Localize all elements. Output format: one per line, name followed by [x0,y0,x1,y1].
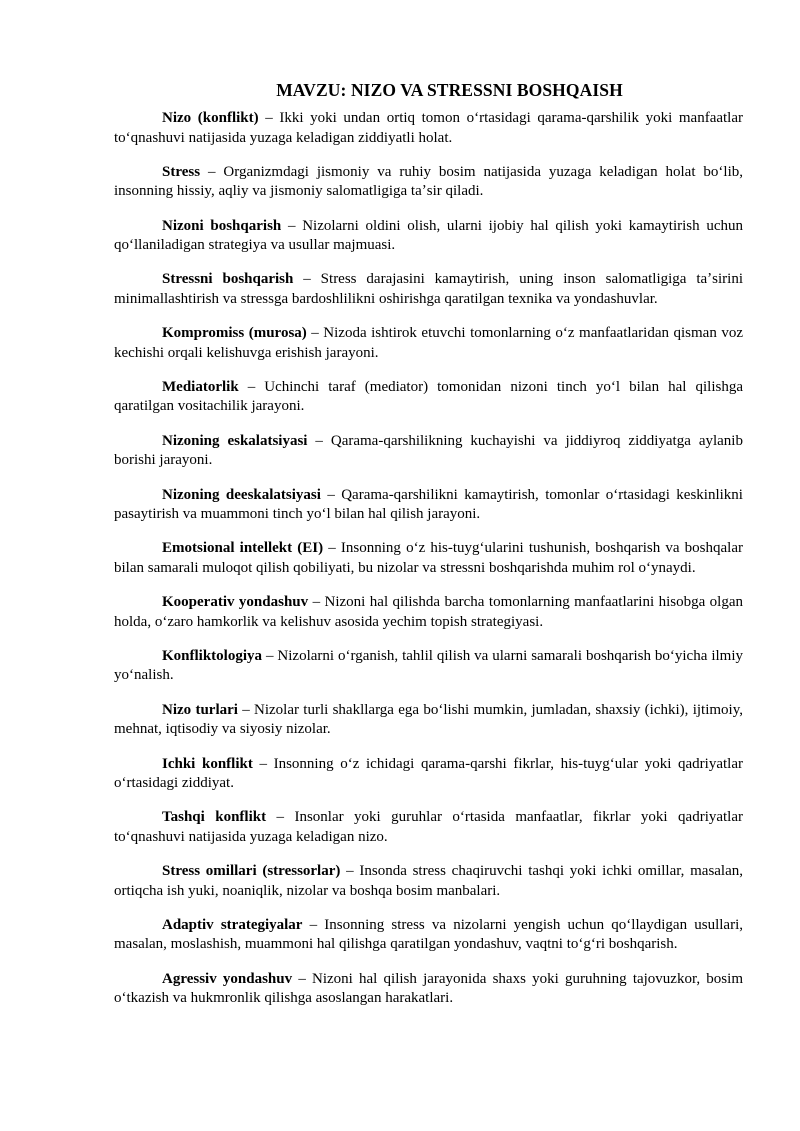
entry-definition: – Nizolarni oldini olish, ularni ijobiy hal qilish yoki kamaytirish uchun qoʻllaniladigan strategiya va usullar majmuasi. [114,217,743,254]
entry-definition: – Nizoda ishtirok etuvchi tomonlarning oʻz manfaatlaridan qisman voz kechishi orqali kelishuvga erishish jarayoni. [114,325,743,361]
entry-term: Nizo turlari [162,701,238,718]
entry-definition: – Qarama-qarshilikni kamaytirish, tomonlar oʻrtasidagi keskinlikni pasaytirish va muammoni tinch yoʻl bilan hal qilish jarayoni. [114,486,743,523]
glossary-entry [114,432,743,471]
glossary-entry [114,970,743,1009]
glossary-entry [114,163,743,202]
entry-term: Ichki konflikt [162,755,253,772]
entry-definition: – Insonlar yoki guruhlar oʻrtasida manfaatlar, fikrlar yoki qadriyatlar toʻqnashuvi natijasida yuzaga keladigan nizo. [114,809,744,845]
entry-term: Nizoning eskalatsiyasi [162,432,308,449]
glossary-list [114,109,743,1009]
glossary-entry [114,808,743,847]
glossary-entry [114,755,743,794]
entry-definition: – Insonning oʻz his-tuygʻularini tushunish, boshqarish va boshqalar bilan samarali muloqot qilish qobiliyati, bu nizolar va stressni boshqarishda muhim rol oʻynaydi. [114,540,744,576]
glossary-entry [114,539,743,578]
glossary-entry [114,916,743,955]
entry-term: Tashqi konflikt [162,809,267,826]
glossary-entry [114,486,743,525]
entry-definition: – Nizoni hal qilishda barcha tomonlarning manfaatlarini hisobga olgan holda, oʻzaro hamkorlik va kelishuv asosida yechim topish strategiyasi. [114,594,743,630]
entry-definition: – Uchinchi taraf (mediator) tomonidan nizoni tinch yoʻl bilan hal qilishga qaratilgan vositachilik jarayoni. [114,378,743,415]
entry-definition: – Nizoni hal qilish jarayonida shaxs yoki guruhning tajovuzkor, bosim oʻtkazish va hukmronlik qilishga asoslangan harakatlari. [114,970,743,1007]
glossary-entry [114,217,743,256]
glossary-entry [114,324,743,363]
entry-definition: – Insonning stress va nizolarni yengish uchun qoʻllaydigan usullari, masalan, moslashish, muammoni hal qilishga qaratilgan yondashuv, vaqtni toʻgʻri boshqarish. [114,916,743,953]
entry-definition: – Nizolarni oʻrganish, tahlil qilish va ularni samarali boshqarish boʻyicha ilmiy yoʻnalish. [114,647,743,684]
entry-term: Kooperativ yondashuv [162,594,309,611]
entry-term: Nizo (konflikt) [162,110,259,126]
document-title: MAVZU: NIZO VA STRESSNI BOSHQAISH [276,80,623,100]
glossary-entry [114,593,743,632]
document-page [114,0,743,1024]
entry-term: Nizoning deeskalatsiyasi [162,486,321,503]
entry-term: Stress [162,163,201,180]
entry-term: Konfliktologiya [162,647,263,664]
glossary-entry [114,647,743,686]
glossary-entry [114,378,743,417]
entry-definition: – Stress darajasini kamaytirish, uning inson salomatligiga taʼsirini minimallashtirish va stressga bardoshlilikni oshirishga qaratilgan texnika va yondashuvlar. [114,271,744,307]
entry-definition: – Nizolar turli shakllarga ega boʻlishi mumkin, jumladan, shaxsiy (ichki), ijtimoiy, mehnat, iqtisodiy va siyosiy nizolar. [114,701,743,738]
glossary-entry [114,270,743,309]
entry-term: Kompromiss (murosa) [162,325,307,342]
entry-term: Adaptiv strategiyalar [162,916,303,933]
entry-term: Emotsional intellekt (EI) [162,540,324,557]
entry-definition: – Ikki yoki undan ortiq tomon oʻrtasidagi qarama-qarshilik yoki manfaatlar toʻqnashuvi natijasida yuzaga keladigan ziddiyatli holat. [114,110,744,146]
glossary-entry [114,862,743,901]
glossary-entry [114,109,743,148]
entry-definition: – Insonning oʻz ichidagi qarama-qarshi fikrlar, his-tuygʻular yoki qadriyatlar oʻrtasidagi ziddiyat. [114,755,743,792]
entry-definition: – Organizmdagi jismoniy va ruhiy bosim natijasida yuzaga keladigan holat boʻlib, insonning hissiy, aqliy va jismoniy salomatligiga taʼsir qiladi. [114,163,743,200]
entry-term: Stressni boshqarish [162,271,294,288]
entry-term: Mediatorlik [162,378,239,395]
entry-term: Agressiv yondashuv [162,970,293,987]
entry-definition: – Qarama-qarshilikning kuchayishi va jiddiyroq ziddiyatga aylanib borishi jarayoni. [114,432,743,469]
entry-definition: – Insonda stress chaqiruvchi tashqi yoki ichki omillar, masalan, ortiqcha ish yuki, noaniqlik, nizolar va boshqa bosim manbalari. [114,863,744,899]
entry-term: Nizoni boshqarish [162,217,282,234]
glossary-entry [114,701,743,740]
entry-term: Stress omillari (stressorlar) [162,863,341,880]
